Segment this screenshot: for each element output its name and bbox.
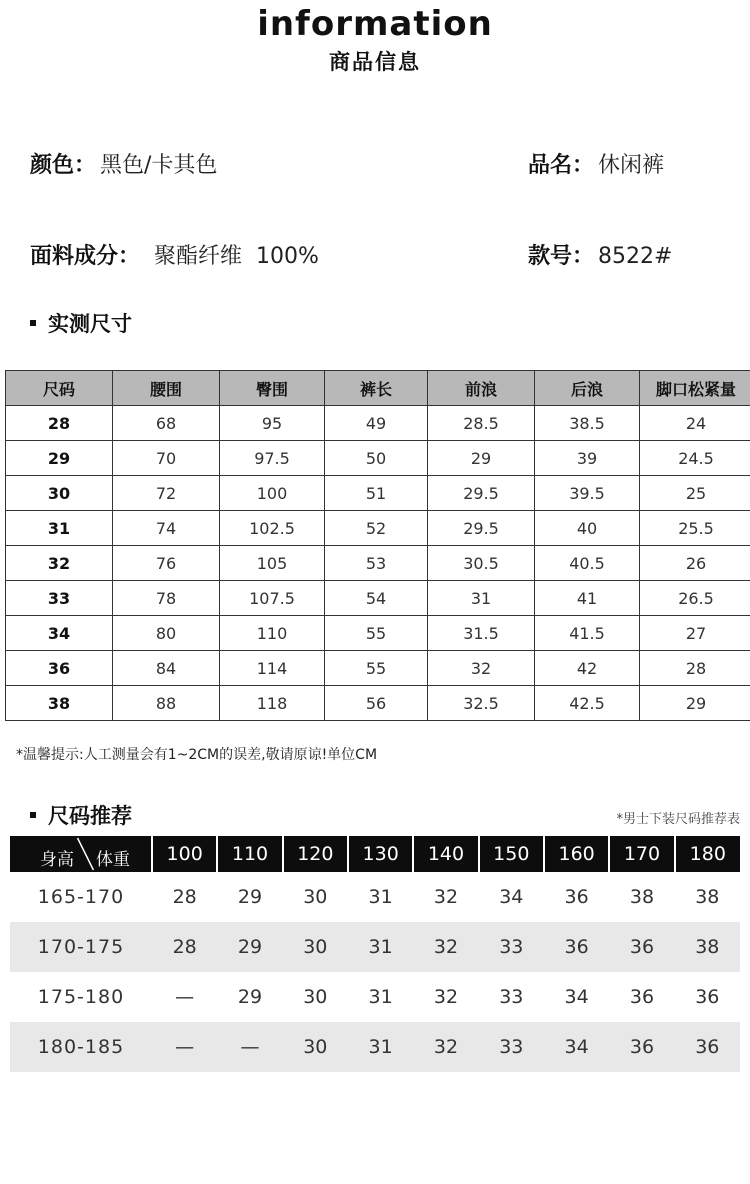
recommended-size-cell: — — [175, 986, 195, 1008]
measurement-cell: 31.5 — [428, 616, 535, 651]
measurement-cell: 52 — [325, 511, 428, 546]
recommend-heading-text: 尺码推荐 — [48, 804, 132, 828]
measurement-cell: 97.5 — [220, 441, 325, 476]
style-label: 款号： — [528, 244, 595, 269]
table-row — [10, 972, 740, 1022]
measurement-cell: 74 — [113, 511, 220, 546]
info-name — [528, 148, 664, 179]
recommend-note: *男士下装尺码推荐表 — [616, 812, 740, 827]
measurement-cell: 32.5 — [428, 686, 535, 721]
weight-column-header: 150 — [479, 836, 544, 872]
measurement-cell: 88 — [113, 686, 220, 721]
recommended-size-cell: 31 — [348, 922, 413, 972]
measurement-cell: 41 — [535, 581, 640, 616]
height-range-cell: 175-180 — [37, 986, 125, 1008]
measurement-cell: 42.5 — [535, 686, 640, 721]
measurement-cell: 50 — [325, 441, 428, 476]
weight-column-header: 120 — [283, 836, 348, 872]
measurement-cell: 29.5 — [428, 476, 535, 511]
recommended-size-cell: 29 — [237, 986, 263, 1008]
recommended-size-cell: 28 — [152, 922, 217, 972]
measurement-column-header: 脚口松紧量 — [640, 371, 750, 406]
measurement-cell: 100 — [220, 476, 325, 511]
measurement-column-header: 前浪 — [428, 371, 535, 406]
measurement-cell: 25.5 — [640, 511, 750, 546]
size-cell: 29 — [6, 441, 113, 476]
recommended-size-cell: 36 — [695, 986, 720, 1008]
measurement-cell: 78 — [113, 581, 220, 616]
weight-column-header: 160 — [544, 836, 609, 872]
measurement-cell: 39.5 — [535, 476, 640, 511]
recommended-size-cell: 32 — [433, 986, 459, 1008]
page-title: information — [257, 4, 493, 44]
color-value: 黑色/卡其色 — [100, 153, 218, 178]
table-row — [6, 476, 750, 511]
measure-heading — [30, 308, 132, 338]
recommended-size-cell: 38 — [675, 922, 740, 972]
measurement-cell: 39 — [535, 441, 640, 476]
recommended-size-cell: 38 — [629, 886, 655, 908]
color-label: 颜色： — [30, 153, 97, 178]
measure-heading-text: 实测尺寸 — [48, 312, 132, 336]
size-cell: 38 — [6, 686, 113, 721]
fabric-value: 聚酯纤维 — [154, 244, 243, 269]
recommended-size-cell: — — [152, 1022, 217, 1072]
recommended-size-cell: 36 — [629, 986, 655, 1008]
measurement-cell: 24 — [640, 406, 750, 441]
recommended-size-cell: — — [217, 1022, 282, 1072]
measurement-column-header: 尺码 — [6, 371, 113, 406]
table-row — [6, 406, 750, 441]
measurement-cell: 49 — [325, 406, 428, 441]
recommended-size-cell: 34 — [499, 886, 524, 908]
weight-column-header: 170 — [609, 836, 674, 872]
measurement-cell: 76 — [113, 546, 220, 581]
measurement-cell: 68 — [113, 406, 220, 441]
recommended-size-cell: 29 — [237, 886, 263, 908]
measurement-cell: 25 — [640, 476, 750, 511]
measurement-cell: 70 — [113, 441, 220, 476]
measurement-cell: 30.5 — [428, 546, 535, 581]
table-row — [10, 872, 740, 922]
measurement-cell: 107.5 — [220, 581, 325, 616]
height-range-cell: 165-170 — [37, 886, 125, 908]
recommended-size-cell: 31 — [348, 1022, 413, 1072]
table-row — [6, 616, 750, 651]
fabric-percent: 100% — [256, 244, 319, 269]
table-row — [6, 686, 750, 721]
measurement-cell: 32 — [428, 651, 535, 686]
size-cell: 36 — [6, 651, 113, 686]
recommended-size-cell: 28 — [172, 886, 197, 908]
table-row — [10, 1022, 740, 1072]
recommended-size-cell: 30 — [303, 886, 328, 908]
measurement-column-header: 裤长 — [325, 371, 428, 406]
info-fabric — [30, 239, 319, 270]
measurement-cell: 55 — [325, 651, 428, 686]
measurement-cell: 41.5 — [535, 616, 640, 651]
measurement-cell: 55 — [325, 616, 428, 651]
measurement-cell: 105 — [220, 546, 325, 581]
size-cell: 28 — [6, 406, 113, 441]
measurement-column-header: 腰围 — [113, 371, 220, 406]
measurement-cell: 42 — [535, 651, 640, 686]
table-row — [6, 441, 750, 476]
recommendation-header-row — [10, 836, 740, 872]
measurement-column-header: 臀围 — [220, 371, 325, 406]
measurement-cell: 29 — [428, 441, 535, 476]
table-row — [6, 511, 750, 546]
recommended-size-cell: 36 — [544, 922, 609, 972]
recommended-size-cell: 32 — [433, 886, 459, 908]
recommended-size-cell: 36 — [609, 1022, 674, 1072]
recommended-size-cell: 32 — [413, 1022, 478, 1072]
measurement-cell: 40 — [535, 511, 640, 546]
recommend-heading — [30, 800, 132, 830]
weight-column-header: 110 — [217, 836, 282, 872]
bullet-icon — [30, 320, 36, 326]
measurement-cell: 56 — [325, 686, 428, 721]
weight-column-header: 180 — [675, 836, 740, 872]
measurement-cell: 80 — [113, 616, 220, 651]
measurement-cell: 24.5 — [640, 441, 750, 476]
page-subtitle: 商品信息 — [329, 50, 421, 74]
measurement-cell: 26 — [640, 546, 750, 581]
weight-column-header: 140 — [413, 836, 478, 872]
measurement-cell: 28 — [640, 651, 750, 686]
recommended-size-cell: 34 — [564, 986, 589, 1008]
measurement-cell: 27 — [640, 616, 750, 651]
measurement-cell: 28.5 — [428, 406, 535, 441]
size-cell: 30 — [6, 476, 113, 511]
info-color — [30, 148, 217, 179]
measurement-cell: 95 — [220, 406, 325, 441]
size-cell: 31 — [6, 511, 113, 546]
recommended-size-cell: 30 — [283, 1022, 348, 1072]
recommended-size-cell: 36 — [675, 1022, 740, 1072]
weight-label: 体重 — [96, 850, 130, 870]
height-weight-corner — [10, 836, 152, 872]
measurement-cell: 38.5 — [535, 406, 640, 441]
measurement-cell: 54 — [325, 581, 428, 616]
weight-column-header: 130 — [348, 836, 413, 872]
measurement-column-header: 后浪 — [535, 371, 640, 406]
measurement-cell: 53 — [325, 546, 428, 581]
table-row — [6, 546, 750, 581]
recommended-size-cell: 38 — [695, 886, 720, 908]
measurement-cell: 29.5 — [428, 511, 535, 546]
measurement-cell: 51 — [325, 476, 428, 511]
recommended-size-cell: 29 — [217, 922, 282, 972]
fabric-label: 面料成分： — [30, 244, 141, 269]
measurement-cell: 102.5 — [220, 511, 325, 546]
measurement-cell: 84 — [113, 651, 220, 686]
recommended-size-cell: 31 — [368, 886, 393, 908]
table-row — [6, 581, 750, 616]
table-row — [6, 651, 750, 686]
measurement-cell: 40.5 — [535, 546, 640, 581]
recommended-size-cell: 30 — [303, 986, 328, 1008]
measurement-table — [5, 370, 750, 721]
measurement-note: *温馨提示:人工测量会有1~2CM的误差,敬请原谅!单位CM — [16, 747, 378, 763]
name-value: 休闲裤 — [598, 153, 665, 178]
recommended-size-cell: 32 — [413, 922, 478, 972]
measurement-cell: 118 — [220, 686, 325, 721]
recommended-size-cell: 36 — [564, 886, 589, 908]
table-row — [10, 922, 740, 972]
measurement-header-row — [6, 371, 750, 406]
measurement-cell: 72 — [113, 476, 220, 511]
bullet-icon — [30, 812, 36, 818]
size-recommendation-table — [10, 836, 740, 1072]
weight-column-header: 100 — [152, 836, 217, 872]
measurement-cell: 29 — [640, 686, 750, 721]
recommended-size-cell: 33 — [479, 1022, 544, 1072]
measurement-cell: 26.5 — [640, 581, 750, 616]
size-cell: 32 — [6, 546, 113, 581]
height-range-cell: 180-185 — [10, 1022, 152, 1072]
measurement-cell: 31 — [428, 581, 535, 616]
info-style — [528, 239, 672, 270]
height-range-cell: 170-175 — [10, 922, 152, 972]
recommended-size-cell: 33 — [479, 922, 544, 972]
size-cell: 34 — [6, 616, 113, 651]
measurement-cell: 114 — [220, 651, 325, 686]
recommended-size-cell: 31 — [368, 986, 393, 1008]
name-label: 品名： — [528, 153, 595, 178]
recommended-size-cell: 30 — [283, 922, 348, 972]
recommended-size-cell: 34 — [544, 1022, 609, 1072]
size-cell: 33 — [6, 581, 113, 616]
style-value: 8522# — [598, 244, 673, 269]
recommended-size-cell: 33 — [499, 986, 524, 1008]
height-label: 身高 — [40, 850, 74, 870]
measurement-cell: 110 — [220, 616, 325, 651]
recommended-size-cell: 36 — [609, 922, 674, 972]
